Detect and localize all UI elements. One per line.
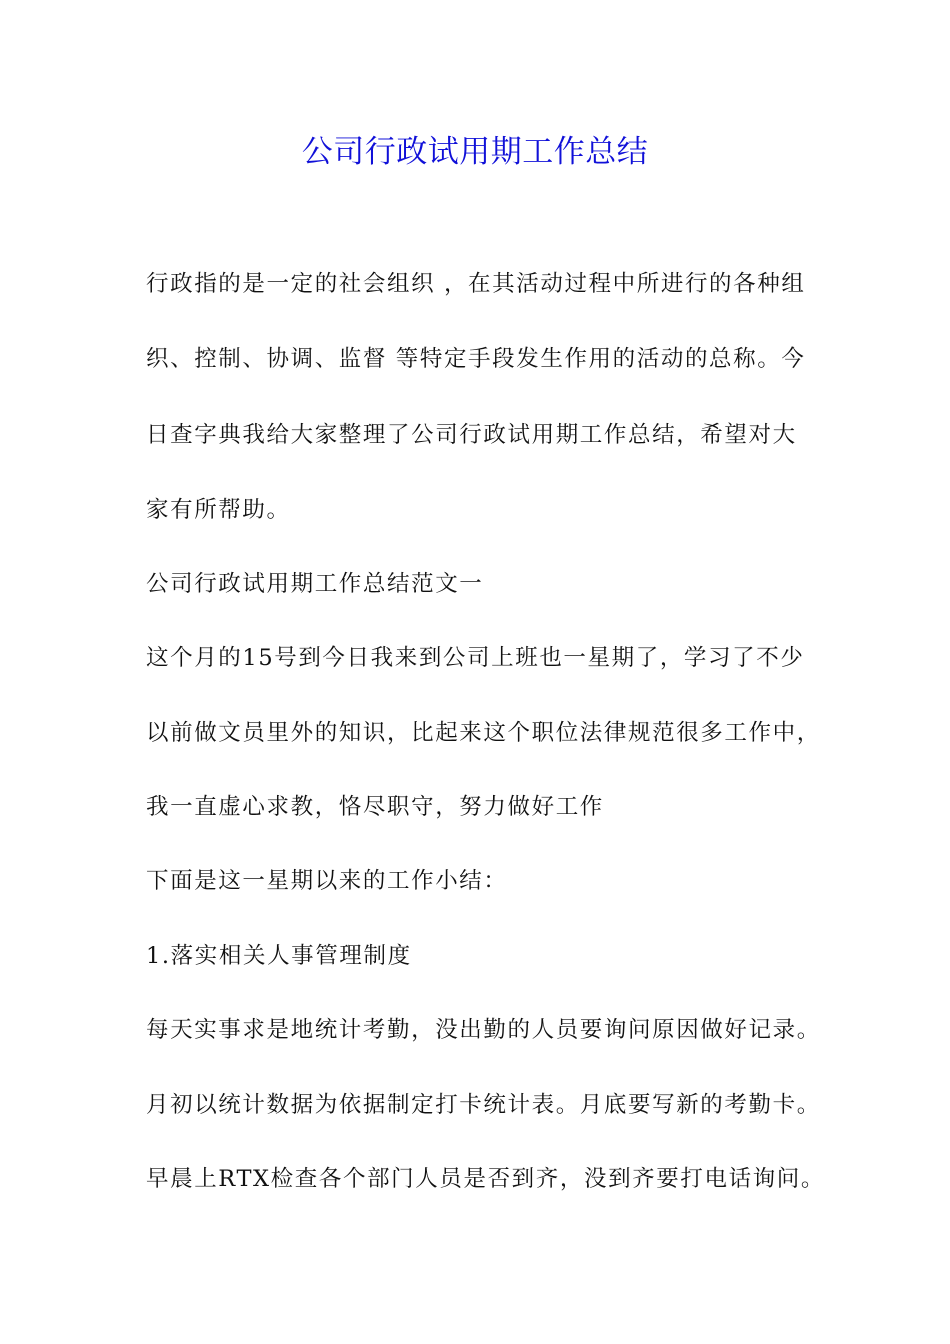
paragraph-line: 以前做文员里外的知识，比起来这个职位法律规范很多工作中， [146,720,821,746]
paragraph-line: 织、控制、协调、监督 等特定手段发生作用的活动的总称。今 [146,346,806,372]
section-heading: 公司行政试用期工作总结范文一 [146,571,484,597]
list-item-heading: 1.落实相关人事管理制度 [146,943,412,969]
paragraph-line: 我一直虚心求教，恪尽职守，努力做好工作 [146,794,604,820]
paragraph-line: 日查字典我给大家整理了公司行政试用期工作总结，希望对大 [146,422,797,448]
paragraph-line: 每天实事求是地统计考勤，没出勤的人员要询问原因做好记录。 [146,1017,821,1043]
paragraph-line: 下面是这一星期以来的工作小结： [146,868,508,894]
paragraph-line: 早晨上RTX检查各个部门人员是否到齐，没到齐要打电话询问。 [146,1166,825,1192]
paragraph-line: 这个月的15号到今日我来到公司上班也一星期了，学习了不少 [146,645,805,671]
paragraph-line: 行政指的是一定的社会组织 ，在其活动过程中所进行的各种组 [146,271,806,297]
document-title: 公司行政试用期工作总结 [301,134,649,170]
paragraph-line: 月初以统计数据为依据制定打卡统计表。月底要写新的考勤卡。 [146,1092,821,1118]
paragraph-line: 家有所帮助。 [146,497,291,523]
